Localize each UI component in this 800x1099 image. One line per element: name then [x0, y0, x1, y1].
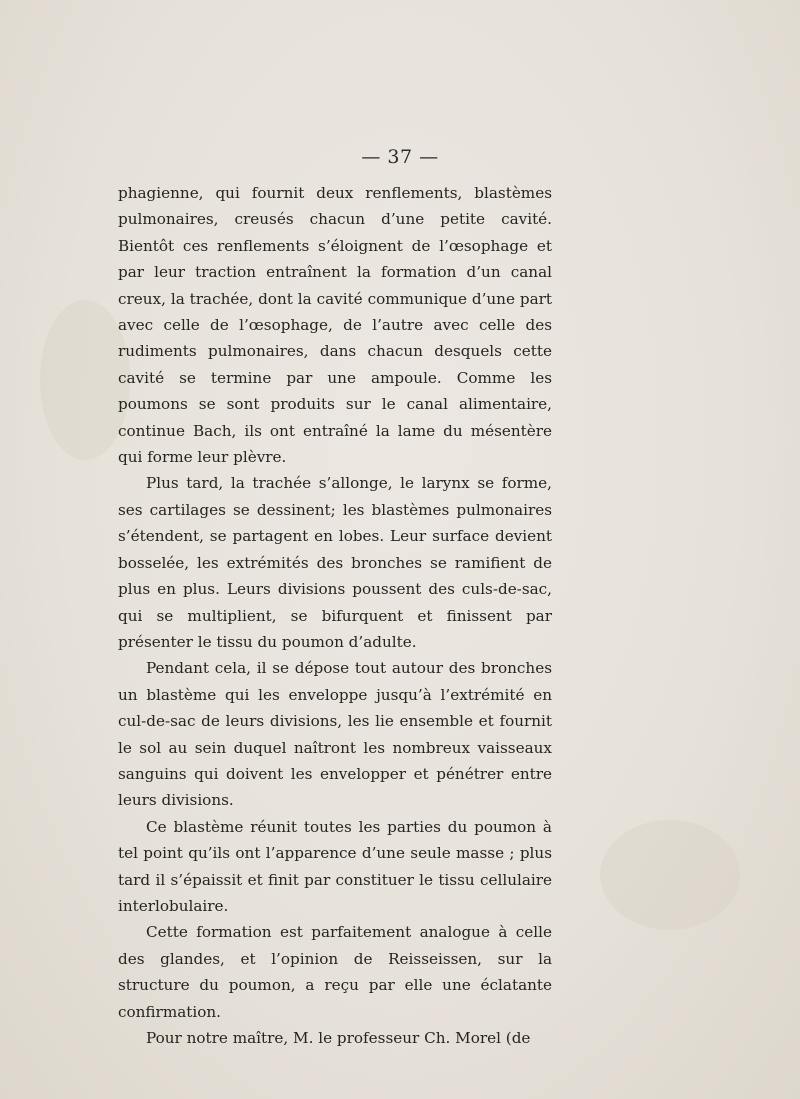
paragraph: phagienne, qui fournit deux renflements, blastèmes pulmonaires, creusés chacun d’une petite cavité. Bientôt ces renflements s’éloignent de l’œsophage et par leur traction entraînent la formation d’un canal creux, la trachée, dont la cavité communique d’une part avec celle de l’œsophage, de l’autre avec celle des rudiments pulmonaires, dans chacun desquels cette cavité se termine par une ampoule. Comme les poumons se sont produits sur le canal alimentaire, continue Bach, ils ont entraîné la lame du mésentère qui forme leur plèvre.	[118, 184, 552, 467]
paragraph: Pendant cela, il se dépose tout autour des bronches un blastème qui les enveloppe jusqu’à l’extrémité en cul-de-sac de leurs divisions, les lie ensemble et fournit le sol au sein duquel naîtront les nombreux vaisseaux sanguins qui doivent les envelopper et pénétrer entre leurs divisions.	[118, 659, 552, 810]
paragraph: Cette formation est parfaitement analogue à celle des glandes, et l’opinion de Reisseissen, sur la structure du poumon, a reçu par elle une éclatante confirmation.	[118, 923, 552, 1021]
page-number: — 37 —	[361, 146, 439, 168]
paragraph: Plus tard, la trachée s’allonge, le larynx se forme, ses cartilages se dessinent; les blastèmes pulmonaires s’étendent, se partagent en lobes. Leur surface devient bosselée, les extrémités des bronches se ramifient de plus en plus. Leurs divisions poussent des culs-de-sac, qui se multiplient, se bifurquent et finissent par présenter le tissu du poumon d’adulte.	[118, 474, 552, 651]
paragraph: Pour notre maître, M. le professeur Ch. Morel (de	[146, 1029, 531, 1047]
paper-stain	[40, 300, 130, 460]
body-text	[118, 180, 552, 1051]
paper-stain	[600, 820, 740, 930]
paragraph: Ce blastème réunit toutes les parties du poumon à tel point qu’ils ont l’apparence d’une seule masse ; plus tard il s’épaissit et finit par constituer le tissu cellulaire interlobulaire.	[118, 817, 552, 915]
